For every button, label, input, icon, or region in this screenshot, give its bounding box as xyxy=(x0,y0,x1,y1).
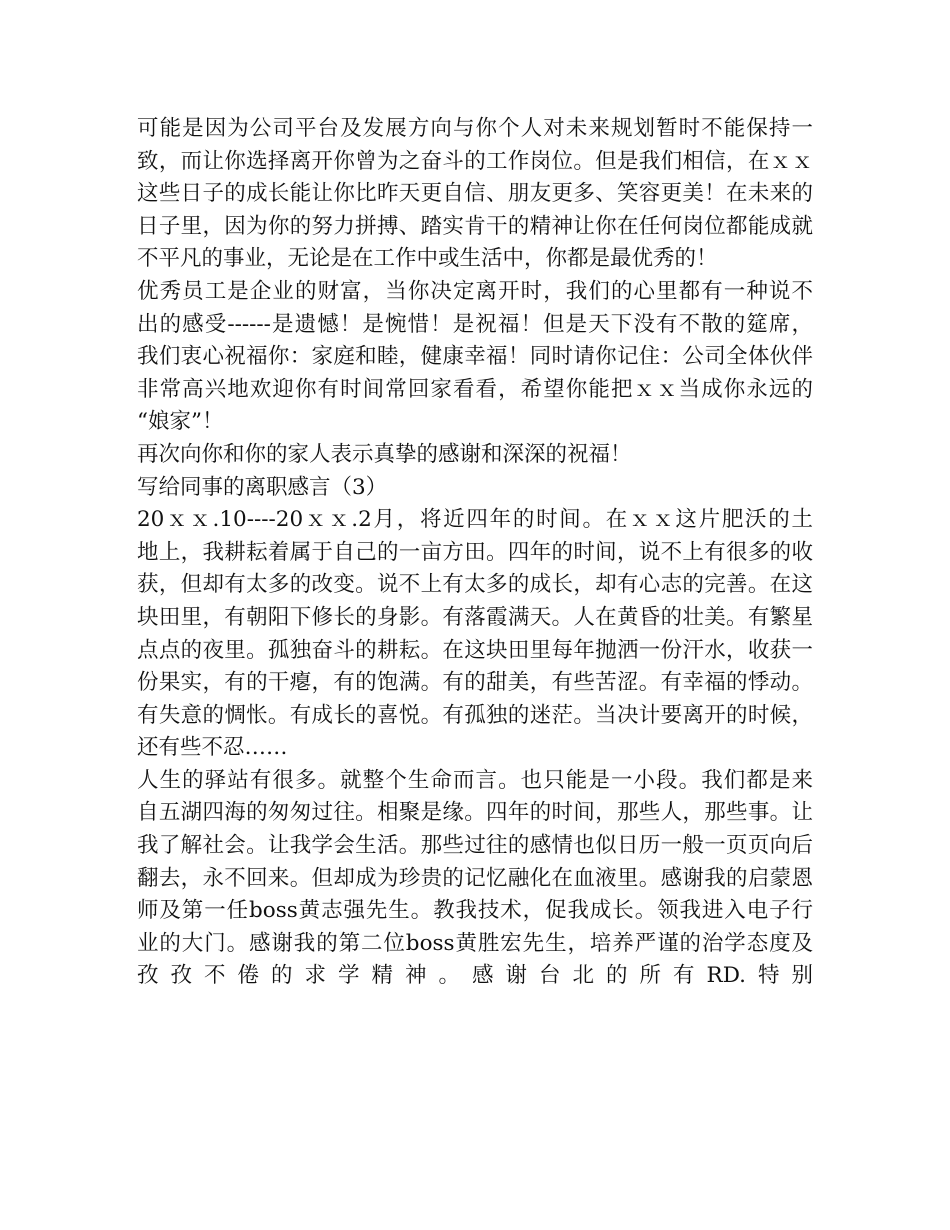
text-line: 翻去，永不回来。但却成为珍贵的记忆融化在血液里。感谢我的启蒙恩 xyxy=(137,865,813,891)
text-line: 不平凡的事业，无论是在工作中或生活中，你都是最优秀的！ xyxy=(137,246,718,272)
text-line: 业的大门。感谢我的第二位boss黄胜宏先生，培养严谨的治学态度及 xyxy=(137,930,813,956)
text-line: 有失意的惆怅。有成长的喜悦。有孤独的迷茫。当决计要离开的时候， xyxy=(137,702,813,728)
spread-word: 学 xyxy=(338,963,360,989)
spread-word: 的 xyxy=(606,963,628,989)
text-line: 致，而让你选择离开你曾为之奋斗的工作岗位。但是我们相信，在ｘｘ xyxy=(137,148,813,174)
text-line: 师及第一任boss黄志强先生。教我技术，促我成长。领我进入电子行 xyxy=(137,898,813,924)
spread-word: 台 xyxy=(539,963,561,989)
spread-word: 神 xyxy=(405,963,427,989)
spread-word: 。 xyxy=(438,963,461,989)
spread-word: 精 xyxy=(371,963,394,989)
spread-word: 北 xyxy=(572,963,595,989)
spread-word: 不 xyxy=(204,963,226,989)
text-line: 出的感受------是遗憾！是惋惜！是祝福！但是天下没有不散的筵席， xyxy=(137,311,813,337)
text-line: “娘家”！ xyxy=(137,409,224,435)
text-line: 可能是因为公司平台及发展方向与你个人对未来规划暂时不能保持一 xyxy=(137,116,813,141)
spread-word: RD. xyxy=(706,963,746,989)
spread-word: 感 xyxy=(472,963,494,989)
section-heading: 写给同事的离职感言（3） xyxy=(137,474,388,500)
spread-word: 谢 xyxy=(505,963,528,989)
text-line: 我了解社会。让我学会生活。那些过往的感情也似日历一般一页页向后 xyxy=(137,833,813,859)
text-line-spread xyxy=(137,960,813,993)
text-line: 再次向你和你的家人表示真挚的感谢和深深的祝福！ xyxy=(137,441,632,467)
text-line: 人生的驿站有很多。就整个生命而言。也只能是一小段。我们都是来 xyxy=(137,767,813,793)
spread-word: 孜 xyxy=(170,963,193,989)
spread-word: 特 xyxy=(757,963,780,989)
text-line: 自五湖四海的匆匆过往。相聚是缘。四年的时间，那些人，那些事。让 xyxy=(137,800,813,826)
text-line: 获，但却有太多的改变。说不上有太多的成长，却有心志的完善。在这 xyxy=(137,572,813,598)
text-line: 这些日子的成长能让你比昨天更自信、朋友更多、笑容更美！在未来的 xyxy=(137,181,813,207)
spread-word: 所 xyxy=(639,963,662,989)
text-line: 日子里，因为你的努力拼搏、踏实肯干的精神让你在任何岗位都能成就 xyxy=(137,213,813,239)
text-line: 点点的夜里。孤独奋斗的耕耘。在这块田里每年抛洒一份汗水，收获一 xyxy=(137,637,813,663)
text-line: 块田里，有朝阳下修长的身影。有落霞满天。人在黄昏的壮美。有繁星 xyxy=(137,604,813,630)
text-line: 非常高兴地欢迎你有时间常回家看看，希望你能把ｘｘ当成你永远的 xyxy=(137,376,813,402)
text-line: 地上，我耕耘着属于自己的一亩方田。四年的时间，说不上有很多的收 xyxy=(137,539,813,565)
text-line: 还有些不忍…… xyxy=(137,735,288,761)
spread-word: 求 xyxy=(304,963,327,989)
text-line: 优秀员工是企业的财富，当你决定离开时，我们的心里都有一种说不 xyxy=(137,278,813,304)
text-line: 我们衷心祝福你：家庭和睦，健康幸福！同时请你记住：公司全体伙伴 xyxy=(137,344,813,370)
spread-word: 孜 xyxy=(137,963,159,989)
spread-word: 倦 xyxy=(237,963,260,989)
document-page xyxy=(137,113,813,993)
text-line: 份果实，有的干瘪，有的饱满。有的甜美，有些苦涩。有幸福的悸动。 xyxy=(137,670,813,696)
text-line: 20ｘｘ.10----20ｘｘ.2月，将近四年的时间。在ｘｘ这片肥沃的土 xyxy=(137,507,813,533)
spread-word: 别 xyxy=(791,963,813,989)
spread-word: 有 xyxy=(673,963,695,989)
spread-word: 的 xyxy=(271,963,293,989)
